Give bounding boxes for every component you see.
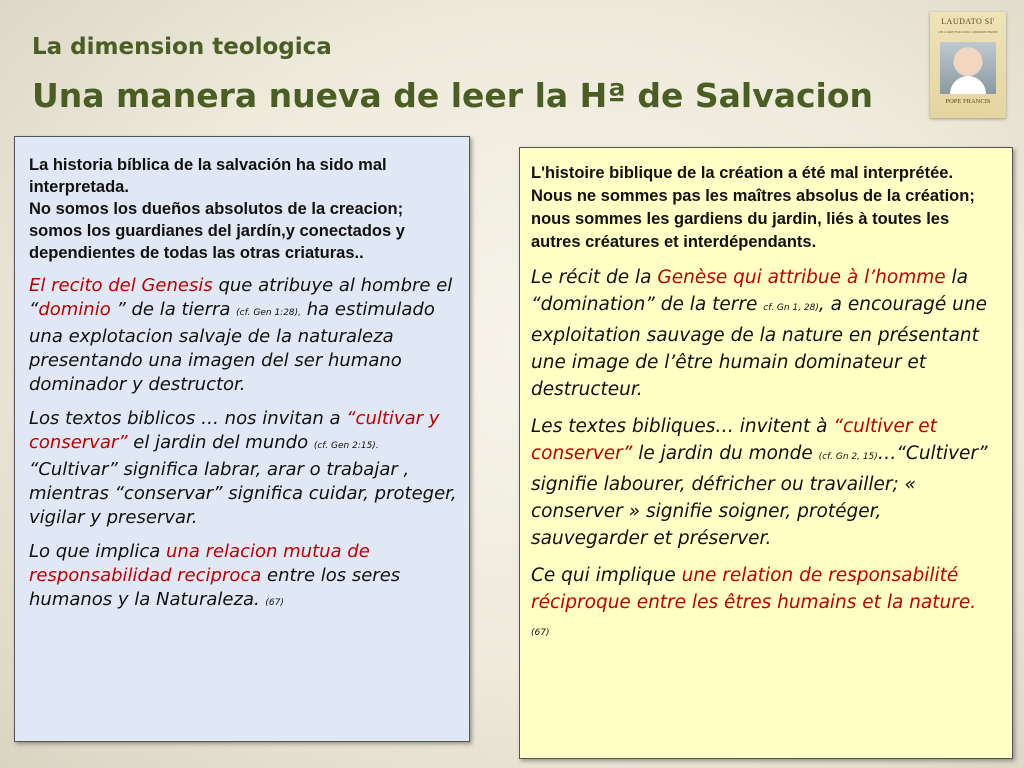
text-run: la “domination” de la terre: [531, 267, 968, 315]
french-intro-line-2: Nous ne sommes pas les maîtres absolus de la création; nous sommes les gardiens du jardin, liés à toutes les autres créatures et interdépendants.: [531, 187, 975, 251]
french-paragraph-3: [531, 562, 1000, 647]
french-intro-line-1: L'histoire biblique de la création a été mal interprétée.: [531, 164, 954, 182]
text-run: Lo que implica: [29, 541, 167, 562]
text-run: , a encouragé une exploitation sauvage de la nature en présentant une image de l’être humain dominateur et destructeur.: [531, 294, 987, 400]
text-run: entre los seres humanos y la Naturaleza.: [29, 565, 401, 610]
text-run: Les textes bibliques… invitent à: [531, 416, 834, 437]
french-intro: [531, 162, 1000, 254]
book-cover-subtitle: ON CARE FOR OUR COMMON HOME: [938, 30, 998, 34]
spanish-intro-line-2: No somos los dueños absolutos de la creacion; somos los guardianes del jardín,y conectados y dependientes de todas las otras criaturas..: [29, 200, 405, 262]
text-run: Le récit de la: [531, 267, 658, 288]
dominio-highlight: dominio: [38, 299, 111, 320]
french-text-box: [519, 147, 1013, 759]
citation: (cf. Gn 2, 15): [818, 452, 878, 462]
french-paragraph-2: [531, 413, 1000, 552]
text-run: el jardin del mundo: [127, 432, 314, 453]
text-run: “Cultivar” significa labrar, arar o trabajar , mientras “conservar” significa cuidar, proteger, vigilar y preservar.: [29, 459, 457, 528]
spanish-paragraph-3: [29, 540, 457, 615]
text-run: Los textos biblicos … nos invitan a: [29, 408, 347, 429]
pope-photo: [940, 42, 996, 94]
text-run: Ce qui implique: [531, 565, 682, 586]
book-cover-title: LAUDATO SI': [941, 17, 995, 26]
french-paragraph-1: [531, 264, 1000, 403]
genese-highlight: Genèse qui attribue à l’homme: [657, 267, 946, 288]
spanish-intro-line-1: La historia bíblica de la salvación ha sido mal interpretada.: [29, 156, 387, 196]
slide-title: Una manera nueva de leer la Hª de Salvacion: [32, 76, 874, 115]
spanish-paragraph-2: [29, 407, 457, 530]
cultiver-highlight: “cultiver et conserver”: [531, 416, 937, 464]
spanish-text-box: [14, 136, 470, 742]
book-cover-author: POPE FRANCIS: [945, 98, 991, 105]
text-run: ha estimulado una explotacion salvaje de la naturaleza presentando una imagen del ser humano dominador y destructor.: [29, 299, 435, 395]
slide-subtitle: La dimension teologica: [32, 34, 332, 60]
spanish-intro: [29, 154, 457, 264]
citation: (67): [265, 598, 284, 608]
citation: cf. Gn 1, 28): [763, 303, 819, 313]
text-run: …“Cultiver” signifie labourer, défricher ou travailler; « conserver » signifie soigner, protéger, sauvegarder et préserver.: [531, 443, 988, 549]
citation: (cf. Gen 2:15).: [313, 441, 379, 451]
citation: (cf. Gen 1:28),: [236, 308, 302, 318]
citation: (67): [531, 628, 550, 638]
text-run: ” de la tierra: [110, 299, 237, 320]
relacion-highlight: una relacion mutua de responsabilidad reciproca: [29, 541, 370, 586]
laudato-si-book-cover: [930, 12, 1006, 118]
text-run: que atribuye al hombre el “: [29, 275, 453, 320]
spanish-paragraph-1: [29, 274, 457, 397]
relation-highlight: une relation de responsabilité réciproque entre les êtres humains et la nature.: [531, 565, 977, 613]
cultivar-highlight: “cultivar y conservar”: [29, 408, 440, 453]
genesis-highlight: El recito del Genesis: [29, 275, 213, 296]
pope-robe: [950, 76, 986, 94]
text-run: le jardin du monde: [632, 443, 819, 464]
